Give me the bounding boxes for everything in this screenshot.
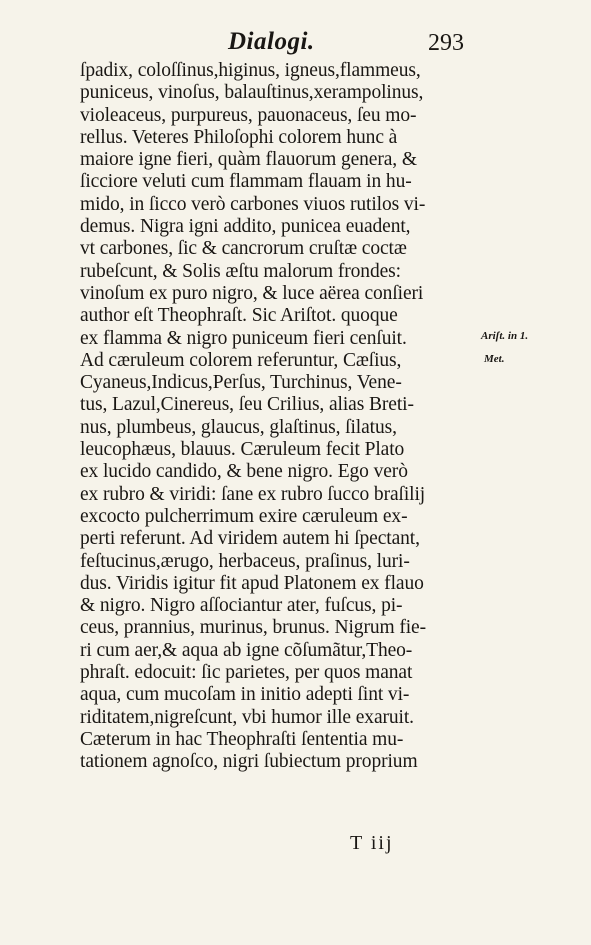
page-header: [228, 28, 488, 58]
text-line: perti referunt. Ad viridem autem hi ſpectant,: [80, 528, 420, 550]
signature-mark: T iij: [350, 832, 394, 854]
marginal-note: Ariſt. in 1.: [481, 330, 529, 342]
text-line: leucophæus, blauus. Cæruleum fecit Plato: [80, 439, 405, 461]
text-line: excocto pulcherrimum exire cæruleum ex-: [80, 505, 408, 527]
text-line: rubeſcunt, & Solis æſtu malorum frondes:: [80, 260, 401, 282]
text-line: demus. Nigra igni addito, punicea euadent,: [80, 216, 411, 238]
marginal-note: Met.: [484, 353, 505, 365]
text-line: ri cum aer,& aqua ab igne cõſumãtur,Theo-: [80, 639, 413, 661]
text-line: vt carbones, ſic & cancrorum cruſtæ coctæ: [80, 238, 407, 260]
text-line: ſpadix, coloſſinus,higinus, igneus,flammeus,: [80, 60, 421, 81]
text-line: Cæterum in hac Theophraſti ſententia mu-: [80, 728, 404, 750]
text-line: tus, Lazul,Cinereus, ſeu Crilius, alias Breti-: [80, 394, 414, 416]
text-line: nus, plumbeus, glaucus, glaſtinus, ſilatus,: [80, 416, 397, 438]
text-line: feſtucinus,ærugo, herbaceus, praſinus, luri-: [80, 550, 410, 572]
text-line: ex lucido candido, & bene nigro. Ego verò: [80, 461, 408, 483]
body-text: [80, 60, 485, 774]
text-line: mido, in ſicco verò carbones viuos rutilos vi-: [80, 193, 426, 215]
text-line: Cyaneus,Indicus,Perſus, Turchinus, Vene-: [80, 372, 402, 394]
text-line: riditatem,nigreſcunt, vbi humor ille exaruit.: [80, 706, 414, 728]
text-line: ex flamma & nigro puniceum fieri cenſuit.: [80, 327, 407, 349]
text-line: & nigro. Nigro aſſociantur ater, fuſcus, pi-: [80, 595, 403, 617]
text-line: author eſt Theophraſt. Sic Ariſtot. quoque: [80, 305, 398, 327]
text-line: dus. Viridis igitur fit apud Platonem ex flauo: [80, 572, 424, 594]
text-line: ceus, prannius, murinus, brunus. Nigrum fie-: [80, 617, 427, 639]
text-line: phraſt. edocuit: ſic parietes, per quos manat: [80, 662, 413, 684]
text-line: maiore igne fieri, quàm flauorum genera, &: [80, 149, 417, 171]
text-line: violeaceus, purpureus, pauonaceus, ſeu mo-: [80, 104, 417, 126]
text-line: Ad cæruleum colorem referuntur, Cæſius,: [80, 349, 402, 371]
text-line: vinoſum ex puro nigro, & luce aërea conſieri: [80, 282, 424, 304]
text-line: ſicciore veluti cum flammam flauam in hu-: [80, 171, 412, 193]
text-line: tationem agnoſco, nigri ſubiectum proprium: [80, 751, 418, 773]
text-line: rellus. Veteres Philoſophi colorem hunc à: [80, 126, 398, 148]
text-line: aqua, cum mucoſam in initio adepti ſint vi-: [80, 684, 410, 706]
text-line: puniceus, vinoſus, balauſtinus,xerampolinus,: [80, 82, 424, 104]
text-line: ex rubro & viridi: ſane ex rubro ſucco braſilij: [80, 483, 426, 505]
page-number: 293: [428, 30, 464, 56]
running-title: Dialogi.: [228, 28, 315, 55]
